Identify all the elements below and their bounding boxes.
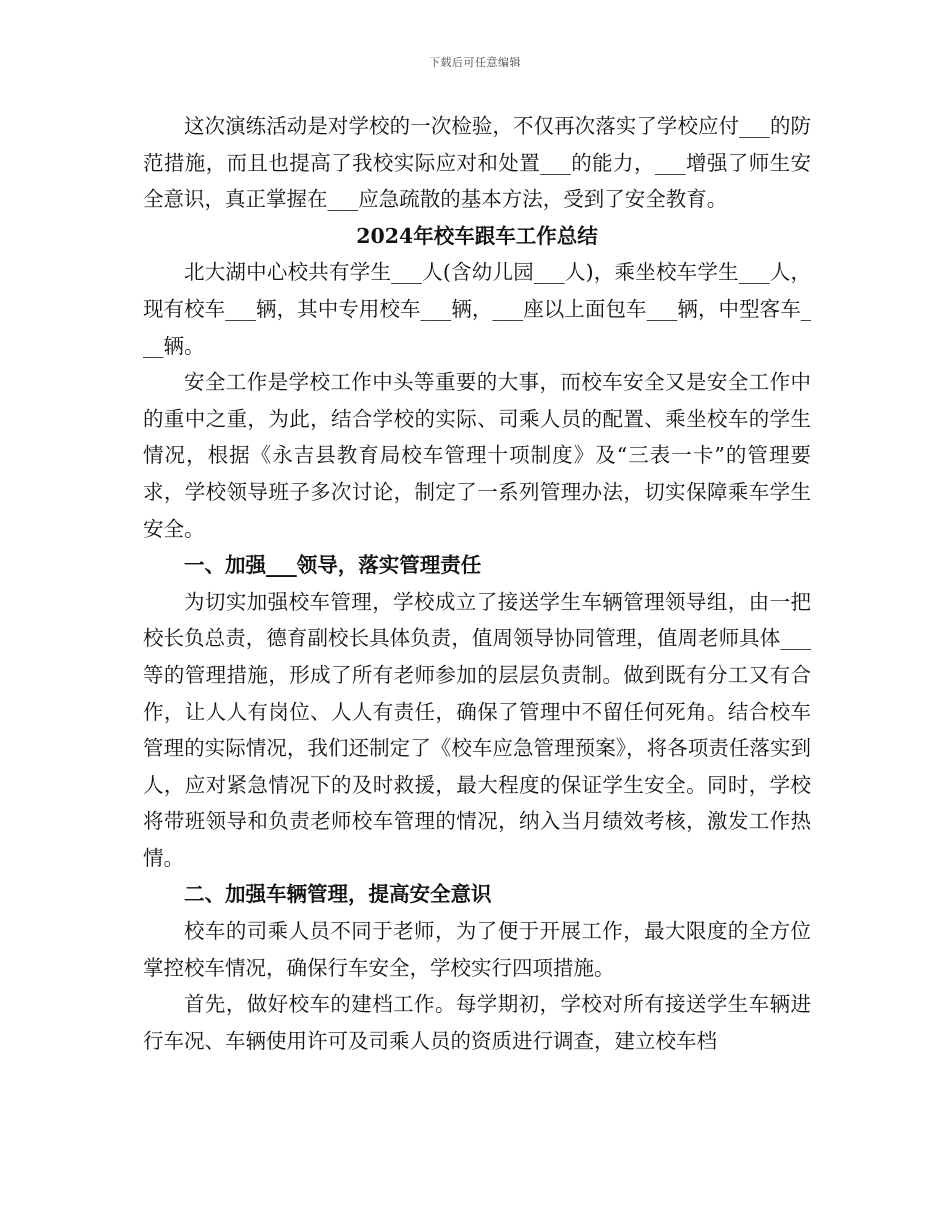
document-title: 2024年校车跟车工作总结 [356, 223, 598, 248]
section-1-paragraph: 为切实加强校车管理，学校成立了接送学生车辆管理领导组，由一把校长负总责，德育副校长具体负责，值周领导协同管理，值周老师具体___等的管理措施，形成了所有老师参加的层层负责制。做到既有分工又有合作，让人人有岗位、人人有责任，确保了管理中不留任何死角。结合校车管理的实际情况，我们还制定了《校车应急管理预案》，将各项责任落实到人，应对紧急情况下的及时救援，最大程度的保证学生安全。同时，学校将带班领导和负责老师校车管理的情况，纳入当月绩效考核，激发工作热情。 [143, 589, 811, 870]
paragraph-safety-overview: 安全工作是学校工作中头等重要的大事，而校车安全又是安全工作中的重中之重，为此，结合学校的实际、司乘人员的配置、乘坐校车的学生情况，根据《永吉县教育局校车管理十项制度》及“三表一卡”的管理要求，学校领导班子多次讨论，制定了一系列管理办法，切实保障乘车学生安全。 [143, 370, 811, 541]
intro-paragraph: 这次演练活动是对学校的一次检验，不仅再次落实了学校应付___的防范措施，而且也提高了我校实际应对和处置___的能力，___增强了师生安全意识，真正掌握在___应急疏散的基本方法，受到了安全教育。 [143, 114, 811, 212]
document-body [143, 108, 811, 1059]
section-heading-1: 一、加强___领导，落实管理责任 [184, 553, 482, 578]
page-header: 下载后可任意编辑 [429, 56, 521, 69]
section-heading-2: 二、加强车辆管理，提高安全意识 [184, 882, 492, 907]
section-2-paragraph-2: 首先，做好校车的建档工作。每学期初，学校对所有接送学生车辆进行车况、车辆使用许可及司乘人员的资质进行调查，建立校车档 [143, 992, 811, 1053]
paragraph-student-count: 北大湖中心校共有学生___人(含幼儿园___人)，乘坐校车学生___人，现有校车___辆，其中专用校车___辆，___座以上面包车___辆，中型客车___辆。 [143, 260, 811, 358]
section-2-paragraph-1: 校车的司乘人员不同于老师，为了便于开展工作，最大限度的全方位掌控校车情况，确保行车安全，学校实行四项措施。 [143, 919, 811, 980]
